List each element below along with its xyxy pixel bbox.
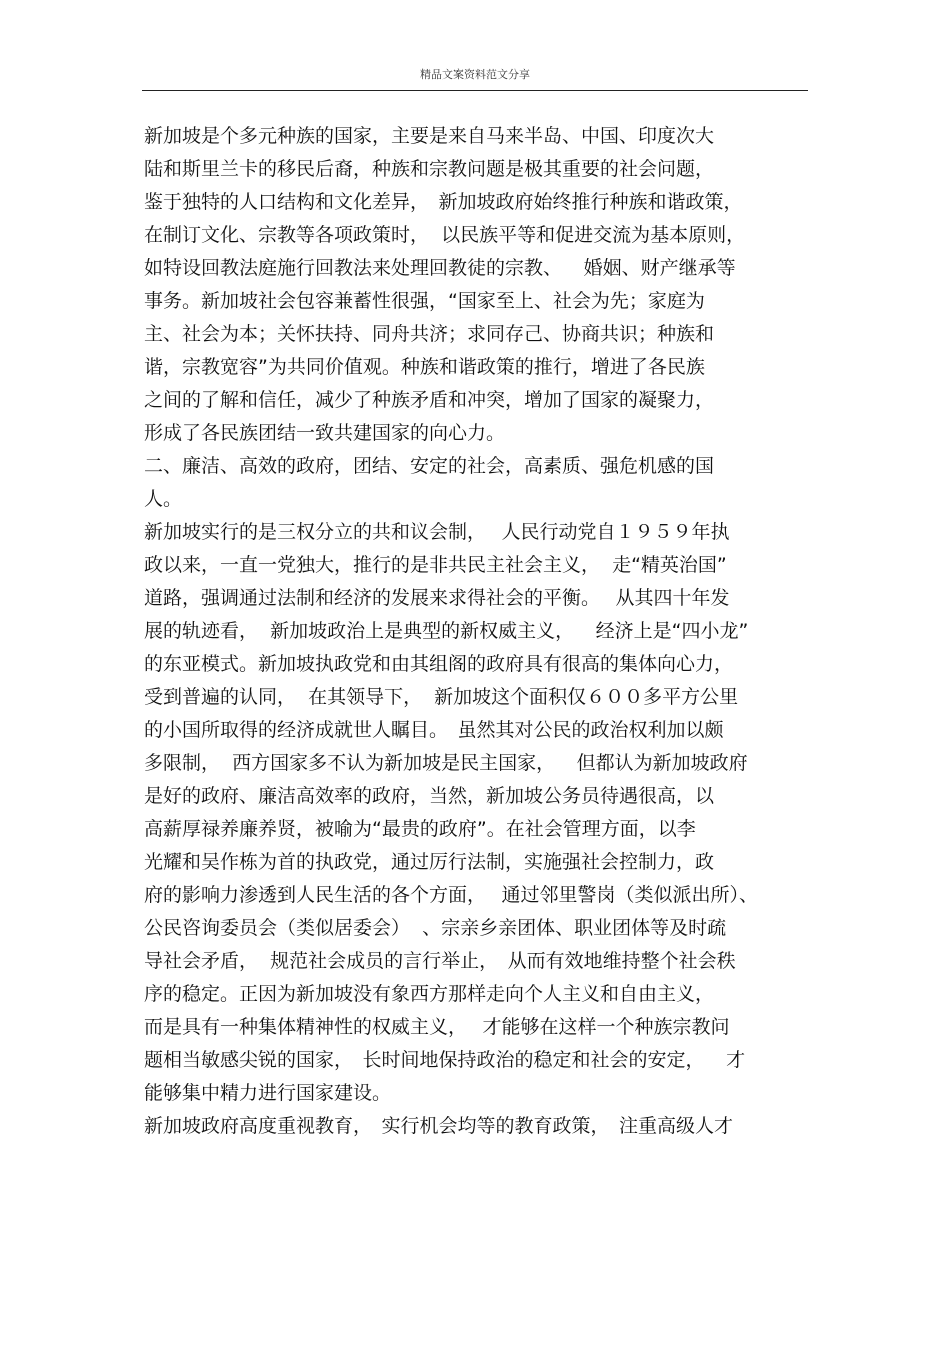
text-line: 而是具有一种集体精神性的权威主义， 才能够在这样一个种族宗教问 bbox=[144, 1016, 730, 1038]
text-line: 鉴于独特的人口结构和文化差异， 新加坡政府始终推行种族和谐政策， bbox=[144, 191, 743, 213]
text-line: 光耀和吴作栋为首的执政党，通过厉行法制，实施强社会控制力，政 bbox=[144, 851, 715, 873]
text-line: 新加坡政府高度重视教育， 实行机会均等的教育政策， 注重高级人才 bbox=[144, 1115, 734, 1137]
text-line: 新加坡实行的是三权分立的共和议会制， 人民行动党自１９５９年执 bbox=[144, 521, 730, 543]
text-line: 的东亚模式。新加坡执政党和由其组阁的政府具有很高的集体向心力， bbox=[144, 653, 734, 675]
document-body bbox=[144, 120, 824, 1143]
text-line: 主、社会为本；关怀扶持、同舟共济；求同存己、协商共识；种族和 bbox=[144, 323, 715, 345]
header-divider bbox=[142, 90, 808, 91]
text-line: 形成了各民族团结一致共建国家的向心力。 bbox=[144, 422, 506, 444]
text-line: 二、廉洁、高效的政府，团结、安定的社会，高素质、强危机感的国 bbox=[144, 455, 715, 477]
text-line: 题相当敏感尖锐的国家， 长时间地保持政治的稳定和社会的安定， 才 bbox=[144, 1049, 746, 1071]
text-line: 能够集中精力进行国家建设。 bbox=[144, 1082, 392, 1104]
text-line: 人。 bbox=[144, 488, 183, 510]
text-line: 之间的了解和信任，减少了种族矛盾和冲突，增加了国家的凝聚力， bbox=[144, 389, 715, 411]
text-line: 多限制， 西方国家多不认为新加坡是民主国家， 但都认为新加坡政府 bbox=[144, 752, 748, 774]
text-line: 受到普遍的认同， 在其领导下， 新加坡这个面积仅６００多平方公里 bbox=[144, 686, 739, 708]
text-line: 政以来，一直一党独大，推行的是非共民主社会主义， 走“精英治国” bbox=[144, 554, 727, 576]
text-line: 展的轨迹看， 新加坡政治上是典型的新权威主义， 经济上是“四小龙” bbox=[144, 620, 749, 642]
page-header: 精品文案资料范文分享 bbox=[420, 68, 530, 81]
text-line: 高薪厚禄养廉养贤，被喻为“最贵的政府”。在社会管理方面，以李 bbox=[144, 818, 696, 840]
text-line: 公民咨询委员会（类似居委会） 、宗亲乡亲团体、职业团体等及时疏 bbox=[144, 917, 727, 939]
text-line: 事务。新加坡社会包容兼蓄性很强，“国家至上、社会为先；家庭为 bbox=[144, 290, 705, 312]
text-line: 谐，宗教宽容”为共同价值观。种族和谐政策的推行，增进了各民族 bbox=[144, 356, 705, 378]
text-line: 如特设回教法庭施行回教法来处理回教徒的宗教、 婚姻、财产继承等 bbox=[144, 257, 736, 279]
text-line: 的小国所取得的经济成就世人瞩目。 虽然其对公民的政治权利加以颇 bbox=[144, 719, 724, 741]
text-line: 新加坡是个多元种族的国家，主要是来自马来半岛、中国、印度次大 bbox=[144, 125, 715, 147]
text-line: 序的稳定。正因为新加坡没有象西方那样走向个人主义和自由主义， bbox=[144, 983, 715, 1005]
text-line: 在制订文化、宗教等各项政策时， 以民族平等和促进交流为基本原则， bbox=[144, 224, 746, 246]
text-line: 是好的政府、廉洁高效率的政府，当然，新加坡公务员待遇很高，以 bbox=[144, 785, 715, 807]
text-line: 陆和斯里兰卡的移民后裔，种族和宗教问题是极其重要的社会问题， bbox=[144, 158, 715, 180]
text-line: 府的影响力渗透到人民生活的各个方面， 通过邻里警岗（类似派出所）、 bbox=[144, 884, 759, 906]
text-line: 导社会矛盾， 规范社会成员的言行举止， 从而有效地维持整个社会秩 bbox=[144, 950, 736, 972]
text-line: 道路，强调通过法制和经济的发展来求得社会的平衡。 从其四十年发 bbox=[144, 587, 730, 609]
